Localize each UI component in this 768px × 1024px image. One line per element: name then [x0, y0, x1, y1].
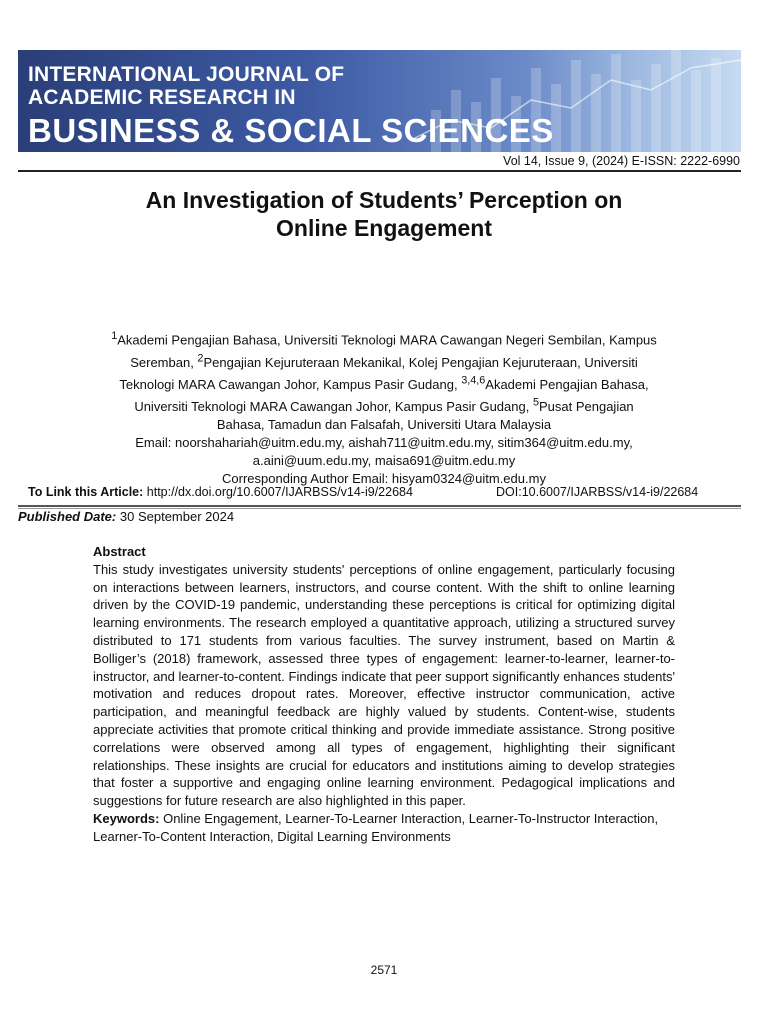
journal-name-line2: ACADEMIC RESEARCH IN: [28, 86, 296, 109]
published-value: 30 September 2024: [119, 509, 235, 524]
journal-name: [28, 64, 554, 147]
link-label: To Link this Article:: [28, 485, 144, 499]
affiliation-sup: 5: [532, 396, 539, 409]
journal-name-line1: INTERNATIONAL JOURNAL OF: [28, 63, 345, 86]
affiliation-line: [88, 394, 680, 416]
published-label: Published Date:: [18, 509, 117, 524]
keywords-list: Online Engagement, Learner-To-Learner Interaction, Learner-To-Instructor Interaction, Learner-To-Content Interaction, Digital Learning Environments: [93, 810, 659, 844]
email-line: a.aini@uum.edu.my, maisa691@uitm.edu.my: [252, 453, 516, 469]
journal-banner: [18, 50, 741, 152]
affiliation-text: Seremban, $^2$Pengajian Kejuruteraan Mekanikal, Kolej Pengajian Kejuruteraan, Universiti: [130, 352, 638, 370]
abstract-heading: Abstract: [93, 544, 146, 559]
affiliation-text: Teknologi MARA Cawangan Johor, Kampus Pasir Gudang, $^{3,4,6}$Akademi Pengajian Bahasa,: [119, 374, 649, 392]
article-links: [28, 485, 728, 499]
article-url-link[interactable]: http://dx.doi.org/10.6007/IJARBSS/v14-i9/22684: [146, 485, 413, 499]
affiliation-text: Akademi Pengajian Bahasa, Universiti Teknologi MARA Cawangan Negeri Sembilan, Kampus: [117, 332, 657, 348]
links-divider: [18, 505, 741, 507]
paper-title-line1: An Investigation of Students’ Perception on: [145, 187, 623, 213]
affiliation-sup: 2: [197, 352, 204, 365]
header-divider: [18, 170, 741, 172]
keywords: [93, 810, 675, 846]
journal-name-line3: BUSINESS & SOCIAL SCIENCES: [28, 112, 554, 149]
affiliation-text: Universiti Teknologi MARA Cawangan Johor, Kampus Pasir Gudang, $^5$Pusat Pengajian: [134, 396, 634, 415]
email-line: Email: noorshahariah@uitm.edu.my, aishah711@uitm.edu.my, sitim364@uitm.edu.my,: [135, 435, 633, 451]
affiliation-line: [88, 349, 680, 371]
abstract-section: [93, 543, 675, 846]
affiliation-sup: 1: [111, 330, 118, 342]
page-number: 2571: [370, 963, 398, 977]
doi-link[interactable]: DOI:10.6007/IJARBSS/v14-i9/22684: [496, 485, 699, 499]
affiliation-line: [88, 327, 680, 349]
published-date: [18, 509, 234, 524]
issue-info: Vol 14, Issue 9, (2024) E-ISSN: 2222-6990: [503, 154, 740, 168]
abstract-body: This study investigates university students' perceptions of online engagement, particularly focusing on interactions between learners, instructors, and course content. With the shift to online learning driven by the COVID-19 pandemic, understanding these perceptions is critical for optimizing digital learning environments. The research employed a quantitative approach, utilizing a structured survey distributed to 171 students from various faculties. The survey instrument, based on Martin & Bolliger’s (2018) framework, assessed three types of engagement: learner-to-learner, learner-to-instructor, and learner-to-content. Findings indicate that peer support significantly enhances students' motivation and reduces dropout rates. Moreover, effective instructor communication, active participation, and meaningful feedback are highly valued by students. Content-wise, students appreciate activities that promote critical thinking and provide immediate assistance. Strong positive correlations were observed among all types of engagement, highlighting their significant relationships. These insights are crucial for educators and institutions aiming to develop strategies that foster a supportive and engaging online learning environment. Pedagogical implications and suggestions for future research are also highlighted in this paper.: [93, 561, 675, 809]
affiliation-line: [88, 372, 680, 394]
affiliation-sup: 3,4,6: [461, 374, 486, 387]
affiliations: [88, 327, 680, 488]
affiliation-text: Bahasa, Tamadun dan Falsafah, Universiti Utara Malaysia: [216, 417, 552, 433]
paper-title-line2: Online Engagement: [276, 215, 492, 241]
keywords-label: Keywords:: [93, 810, 160, 826]
corresponding-author-email: Corresponding Author Email: hisyam0324@uitm.edu.my: [222, 471, 546, 487]
paper-title: [84, 186, 684, 242]
affiliation-line: [88, 416, 680, 434]
